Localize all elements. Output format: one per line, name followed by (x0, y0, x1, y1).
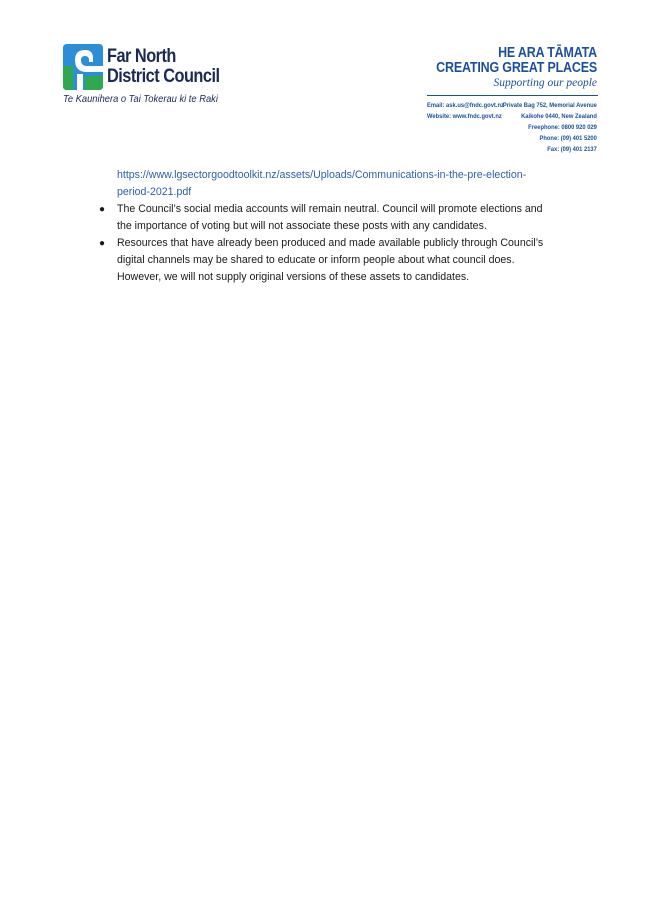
contact-website[interactable]: Website: www.fndc.govt.nz (427, 113, 502, 120)
document-body (97, 167, 567, 286)
council-tagline: Te Kaunihera o Tai Tokerau ki te Raki (63, 94, 218, 105)
council-logo (63, 44, 220, 106)
council-name-line1: Far North (107, 46, 176, 67)
contact-email[interactable]: Email: ask.us@fndc.govt.nz (427, 102, 504, 109)
council-name (107, 47, 219, 87)
list-item-line: The Council’s social media accounts will remain neutral. Council will promote elections and (117, 203, 543, 215)
header-divider (427, 95, 598, 96)
bullet-list (97, 201, 567, 286)
contact-address2: Kaikohe 0440, New Zealand (521, 113, 597, 120)
list-item (97, 201, 567, 235)
contact-fax: Fax: (09) 401 2137 (547, 146, 597, 153)
list-item-line: the importance of voting but will not associate these posts with any candidates. (117, 220, 487, 232)
bullet-icon: ● (99, 204, 106, 215)
list-item-line: Resources that have already been produced and made available publicly through Council’s (117, 237, 544, 249)
slogan-line1: HE ARA TĀMATA (498, 45, 597, 61)
list-item-line: digital channels may be shared to educate or inform people about what council does. (117, 254, 515, 266)
contact-address1: Private Bag 752, Memorial Avenue (502, 102, 597, 109)
bullet-icon: ● (99, 238, 106, 249)
slogan-subline: Supporting our people (493, 77, 597, 89)
list-item-line: However, we will not supply original versions of these assets to candidates. (117, 271, 470, 283)
contact-online (427, 100, 504, 122)
toolkit-link-line2: period-2021.pdf (117, 186, 192, 198)
slogan-line2: CREATING GREAT PLACES (436, 60, 597, 76)
contact-postal (503, 100, 597, 155)
koru-logo-icon (63, 44, 103, 90)
contact-phone: Phone: (09) 401 5200 (539, 135, 597, 142)
council-name-line2: District Council (107, 66, 220, 87)
toolkit-link-line1: https://www.lgsectorgoodtoolkit.nz/assets/Uploads/Communications-in-the-pre-election- (117, 169, 527, 181)
list-item (97, 235, 567, 286)
toolkit-link[interactable] (117, 167, 567, 201)
slogan-block (397, 46, 597, 90)
contact-freephone: Freephone: 0800 920 029 (528, 124, 597, 131)
